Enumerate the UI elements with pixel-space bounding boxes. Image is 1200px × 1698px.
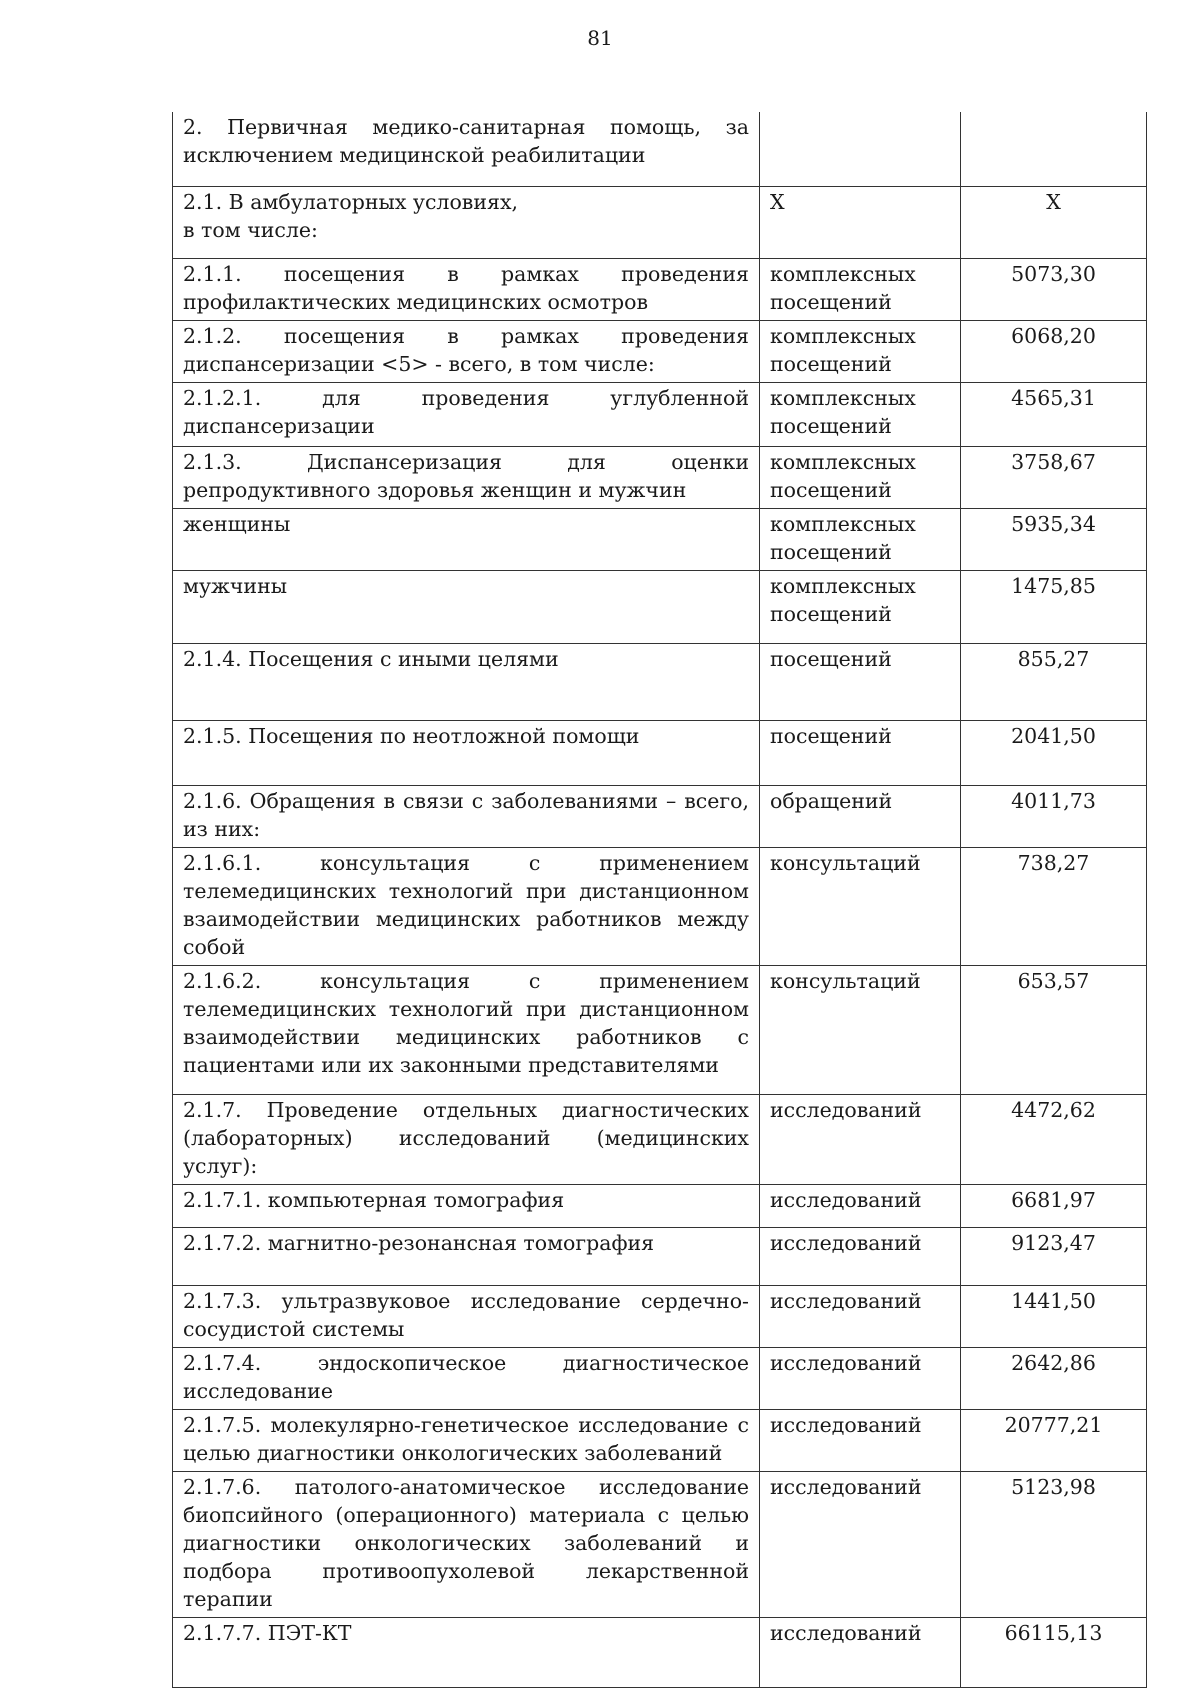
row-value-cell: 855,27 (961, 643, 1147, 720)
row-name-cell: мужчины (173, 570, 760, 643)
row-value-cell: 4011,73 (961, 785, 1147, 847)
table-row (173, 508, 1147, 570)
row-unit-cell: комплексных посещений (760, 508, 961, 570)
table-row (173, 446, 1147, 508)
row-value-cell: 5123,98 (961, 1471, 1147, 1617)
table-row (173, 1471, 1147, 1617)
row-unit-cell: исследований (760, 1094, 961, 1184)
row-unit-cell: исследований (760, 1184, 961, 1227)
row-name-cell: 2.1.3. Диспансеризация для оценки репродуктивного здоровья женщин и мужчин (173, 446, 760, 508)
row-name-cell: 2.1.7.7. ПЭТ-КТ (173, 1617, 760, 1687)
row-value-cell: 1475,85 (961, 570, 1147, 643)
row-name-cell: 2.1. В амбулаторных условиях, в том числе: (173, 186, 760, 258)
row-name-cell: 2.1.7.3. ультразвуковое исследование сердечно-сосудистой системы (173, 1285, 760, 1347)
row-value-cell: 66115,13 (961, 1617, 1147, 1687)
table-row (173, 382, 1147, 446)
table-row (173, 1347, 1147, 1409)
tariff-table (172, 112, 1147, 1688)
row-name-cell: 2.1.7. Проведение отдельных диагностических (лабораторных) исследований (медицинских услуг): (173, 1094, 760, 1184)
row-value-cell (961, 112, 1147, 186)
row-unit-cell: комплексных посещений (760, 446, 961, 508)
row-value-cell: 653,57 (961, 965, 1147, 1094)
row-unit-cell: исследований (760, 1617, 961, 1687)
table-row (173, 1409, 1147, 1471)
row-unit-cell: исследований (760, 1227, 961, 1285)
row-name-cell: 2.1.2.1. для проведения углубленной диспансеризации (173, 382, 760, 446)
table-row (173, 186, 1147, 258)
row-name-cell: 2.1.7.6. патолого-анатомическое исследование биопсийного (операционного) материала с целью диагностики онкологических заболеваний и подбора противоопухолевой лекарственной терапии (173, 1471, 760, 1617)
table-row (173, 320, 1147, 382)
row-value-cell: 2041,50 (961, 720, 1147, 785)
row-unit-cell: посещений (760, 643, 961, 720)
table-row (173, 847, 1147, 965)
table-row (173, 570, 1147, 643)
row-value-cell: 1441,50 (961, 1285, 1147, 1347)
row-name-cell: 2.1.6.2. консультация с применением телемедицинских технологий при дистанционном взаимодействии медицинских работников с пациентами или их законными представителями (173, 965, 760, 1094)
row-unit-cell: исследований (760, 1409, 961, 1471)
row-value-cell: 738,27 (961, 847, 1147, 965)
row-unit-cell (760, 112, 961, 186)
row-unit-cell: комплексных посещений (760, 258, 961, 320)
table-row (173, 643, 1147, 720)
row-unit-cell: посещений (760, 720, 961, 785)
table-row (173, 1184, 1147, 1227)
row-value-cell: 9123,47 (961, 1227, 1147, 1285)
row-unit-cell: консультаций (760, 847, 961, 965)
row-unit-cell: исследований (760, 1285, 961, 1347)
row-name-cell: женщины (173, 508, 760, 570)
row-name-cell: 2. Первичная медико-санитарная помощь, за исключением медицинской реабилитации (173, 112, 760, 186)
row-name-cell: 2.1.5. Посещения по неотложной помощи (173, 720, 760, 785)
table-row (173, 965, 1147, 1094)
row-name-cell: 2.1.6.1. консультация с применением телемедицинских технологий при дистанционном взаимодействии медицинских работников между собой (173, 847, 760, 965)
row-unit-cell: X (760, 186, 961, 258)
row-value-cell: 5935,34 (961, 508, 1147, 570)
row-value-cell: 5073,30 (961, 258, 1147, 320)
row-value-cell: 20777,21 (961, 1409, 1147, 1471)
row-name-cell: 2.1.7.1. компьютерная томография (173, 1184, 760, 1227)
row-unit-cell: исследований (760, 1347, 961, 1409)
table-row (173, 1285, 1147, 1347)
row-unit-cell: обращений (760, 785, 961, 847)
table-row (173, 1617, 1147, 1687)
table-row (173, 258, 1147, 320)
row-name-cell: 2.1.1. посещения в рамках проведения профилактических медицинских осмотров (173, 258, 760, 320)
table-row (173, 1094, 1147, 1184)
row-name-cell: 2.1.7.2. магнитно-резонансная томография (173, 1227, 760, 1285)
row-unit-cell: комплексных посещений (760, 382, 961, 446)
row-name-cell: 2.1.7.4. эндоскопическое диагностическое исследование (173, 1347, 760, 1409)
row-unit-cell: комплексных посещений (760, 320, 961, 382)
row-name-cell: 2.1.7.5. молекулярно-генетическое исследование с целью диагностики онкологических заболеваний (173, 1409, 760, 1471)
row-name-cell: 2.1.4. Посещения с иными целями (173, 643, 760, 720)
row-value-cell: 6068,20 (961, 320, 1147, 382)
table-body (173, 112, 1147, 1687)
row-value-cell: 2642,86 (961, 1347, 1147, 1409)
row-unit-cell: комплексных посещений (760, 570, 961, 643)
row-value-cell: 4565,31 (961, 382, 1147, 446)
row-value-cell: 4472,62 (961, 1094, 1147, 1184)
table-row (173, 785, 1147, 847)
row-name-cell: 2.1.6. Обращения в связи с заболеваниями – всего, из них: (173, 785, 760, 847)
table-row (173, 112, 1147, 186)
row-name-cell: 2.1.2. посещения в рамках проведения диспансеризации <5> - всего, в том числе: (173, 320, 760, 382)
row-unit-cell: консультаций (760, 965, 961, 1094)
page-number: 81 (587, 26, 613, 50)
row-value-cell: X (961, 186, 1147, 258)
table-row (173, 1227, 1147, 1285)
table-row (173, 720, 1147, 785)
row-value-cell: 6681,97 (961, 1184, 1147, 1227)
row-unit-cell: исследований (760, 1471, 961, 1617)
row-value-cell: 3758,67 (961, 446, 1147, 508)
